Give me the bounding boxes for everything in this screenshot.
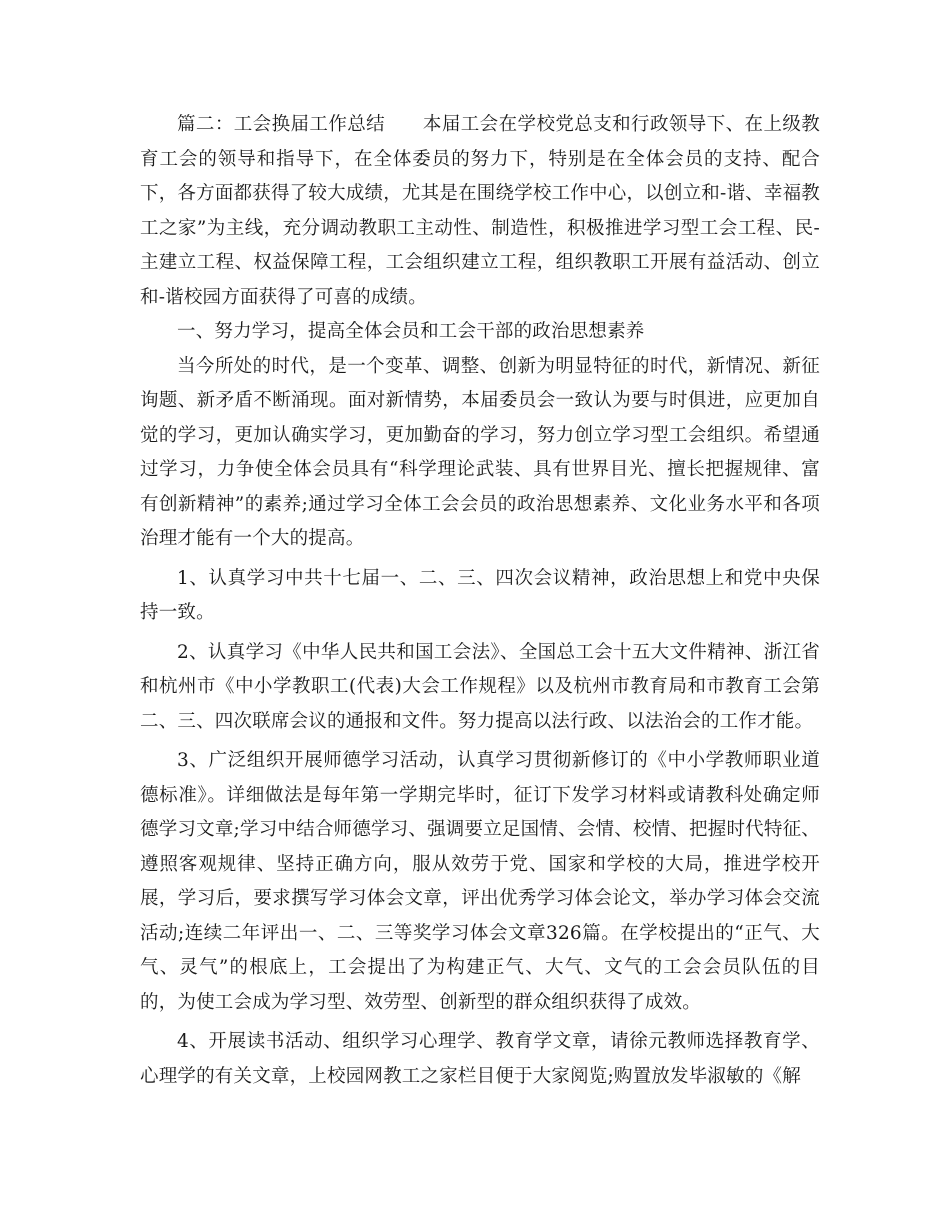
list-item-2: 2、认真学习《中华人民共和国工会法》、全国总工会十五大文件精神、浙江省和杭州市《中小学教职工(代表)大会工作规程》以及杭州市教育局和市教育工会第二、三、四次联席会议的通报和文件。努力提高以法行政、以法治会的工作才能。 bbox=[140, 641, 820, 732]
body-paragraph: 当今所处的时代，是一个变革、调整、创新为明显特征的时代，新情况、新征询题、新矛盾不断涌现。面对新情势，本届委员会一致认为要与时俱进，应更加自觉的学习，更加认确实学习，更加勤奋的学习，努力创立学习型工会组织。希望通过学习，力争使全体会员具有“科学理论武装、具有世界目光、擅长把握规律、富有创新精神”的素养;通过学习全体工会会员的政治思想素养、文化业务水平和各项治理才能有一个大的提高。 bbox=[140, 355, 820, 549]
list-item-3: 3、广泛组织开展师德学习活动，认真学习贯彻新修订的《中小学教师职业道德标准》。详细做法是每年第一学期完毕时，征订下发学习材料或请教科处确定师德学习文章;学习中结合师德学习、强调要立足国情、会情、校情、把握时代特征、遵照客观规律、坚持正确方向，服从效劳于党、国家和学校的大局，推进学校开展，学习后，要求撰写学习体会文章，评出优秀学习体会论文，举办学习体会交流活动;连续二年评出一、二、三等奖学习体会文章326篇。在学校提出的“正气、大气、灵气”的根底上，工会提出了为构建正气、大气、文气的工会会员队伍的目的，为使工会成为学习型、效劳型、创新型的群众组织获得了成效。 bbox=[140, 750, 820, 1013]
section-heading: 一、努力学习，提高全体会员和工会干部的政治思想素养 bbox=[177, 321, 645, 342]
list-item-1: 1、认真学习中共十七届一、二、三、四次会议精神，政治思想上和党中央保持一致。 bbox=[140, 567, 820, 623]
list-item-4: 4、开展读书活动、组织学习心理学、教育学文章，请徐元教师选择教育学、心理学的有关文章，上校园网教工之家栏目便于大家阅览;购置放发毕淑敏的《解 bbox=[140, 1031, 820, 1087]
intro-paragraph: 篇二：工会换届工作总结 本届工会在学校党总支和行政领导下、在上级教育工会的领导和指导下，在全体委员的努力下，特别是在全体会员的支持、配合下，各方面都获得了较大成绩，尤其是在围绕学校工作中心，以创立和-谐、幸福教工之家”为主线，充分调动教职工主动性、制造性，积极推进学习型工会工程、民-主建立工程、权益保障工程，工会组织建立工程，组织教职工开展有益活动、创立和-谐校园方面获得了可喜的成绩。 bbox=[140, 114, 820, 308]
document-body bbox=[140, 108, 820, 1099]
